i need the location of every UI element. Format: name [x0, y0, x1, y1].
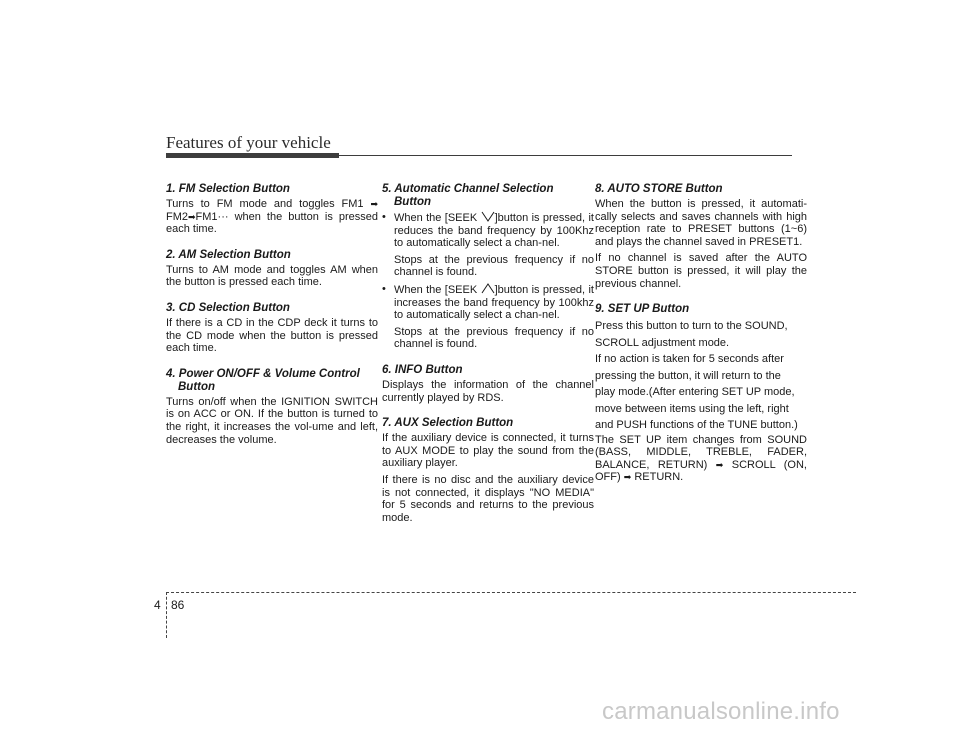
column-1 — [166, 183, 378, 459]
section-title: 4. Power ON/OFF & Volume Control Button — [166, 367, 360, 393]
section-body: Displays the information of the channel currently played by RDS. — [382, 378, 594, 404]
list-item: • When the [SEEK ]button is pressed, it increases the band frequency by 100khz to automatically select a chan-nel. Stops at the previous frequency if no channel is found. — [382, 282, 594, 351]
seek-down-icon — [481, 211, 495, 222]
text-line: pressing the button, it will return to the — [595, 369, 781, 382]
section-title: 2. AM Selection Button — [166, 248, 291, 261]
text-line: move between items using the left, right — [595, 402, 789, 415]
section-body: If the auxiliary device is connected, it turns to AUX MODE to play the sound from the auxiliary player. — [382, 432, 594, 470]
arrow-right-icon: ➡ — [623, 472, 632, 483]
section-title: 8. AUTO STORE Button — [595, 183, 723, 195]
watermark-text: carmanualsonline.info — [602, 698, 840, 725]
section-cd — [166, 302, 378, 355]
section-title: 1. FM Selection Button — [166, 183, 290, 195]
footer-rule — [166, 592, 856, 593]
section-auto-store — [595, 183, 807, 290]
section-body: Turns to FM mode and toggles FM1 ➡ FM2➡FM1··· when the button is pressed each time. — [166, 198, 378, 236]
arrow-right-icon: ➡ — [715, 459, 724, 470]
page-number: 86 — [171, 598, 185, 612]
section-body: Turns on/off when the IGNITION SWITCH is on ACC or ON. If the button is turned to the right, it increases the vol-ume and left, decreases the volume. — [166, 395, 378, 446]
section-title: 3. CD Selection Button — [166, 301, 290, 314]
section-title: 9. SET UP Button — [595, 303, 690, 316]
text-line: SCROLL adjustment mode. — [595, 336, 730, 349]
section-body: When the button is pressed, it automati-cally selects and saves channels with high reception rate to PRESET buttons (1~6) and plays the channel saved in PRESET1. — [595, 198, 807, 248]
section-info — [382, 364, 594, 404]
header-rule — [339, 155, 792, 156]
section-setup — [595, 303, 807, 484]
section-body: Turns to AM mode and toggles AM when the button is pressed each time. — [166, 263, 378, 289]
section-title: 5. Automatic Channel Selection Button — [382, 183, 554, 208]
section-body: The SET UP item changes from SOUND (BASS, MIDDLE, TREBLE, FADER, BALANCE, RETURN) ➡ SCROLL (ON, OFF) ➡ RETURN. — [595, 433, 807, 484]
text-line: If no action is taken for 5 seconds after — [595, 353, 784, 366]
section-power-volume — [166, 368, 378, 446]
seek-up-icon — [481, 283, 495, 294]
column-3 — [595, 183, 807, 497]
arrow-right-icon: ➡ — [188, 211, 196, 222]
setup-description — [595, 318, 807, 434]
column-2 — [382, 183, 594, 537]
list-item: • When the [SEEK ]button is pressed, it reduces the band frequency by 100Khz to automatically select a chan-nel. Stops at the previous frequency if no channel is found. — [382, 211, 594, 279]
section-auto-channel — [382, 183, 594, 351]
text-line: and PUSH functions of the TUNE button.) — [595, 419, 798, 432]
text-line: play mode.(After entering SET UP mode, — [595, 386, 795, 399]
section-body: If there is no disc and the auxiliary device is not connected, it displays "NO MEDIA" for 5 seconds and returns to the previous mode. — [382, 473, 594, 524]
section-title: 7. AUX Selection Button — [382, 417, 514, 430]
page-header-title: Features of your vehicle — [166, 133, 331, 152]
footer-divider — [166, 592, 167, 638]
chapter-number: 4 — [154, 598, 161, 612]
header-bar — [166, 153, 339, 158]
section-title: 6. INFO Button — [382, 363, 463, 376]
section-body: If no channel is saved after the AUTO STORE button is pressed, it will play the previous channel. — [595, 252, 807, 290]
section-fm — [166, 183, 378, 236]
section-body: If there is a CD in the CDP deck it turns to the CD mode when the button is pressed each time. — [166, 316, 378, 355]
arrow-right-icon: ➡ — [370, 199, 378, 209]
section-am — [166, 249, 378, 289]
text-line: Press this button to turn to the SOUND, — [595, 320, 788, 333]
section-aux — [382, 417, 594, 524]
